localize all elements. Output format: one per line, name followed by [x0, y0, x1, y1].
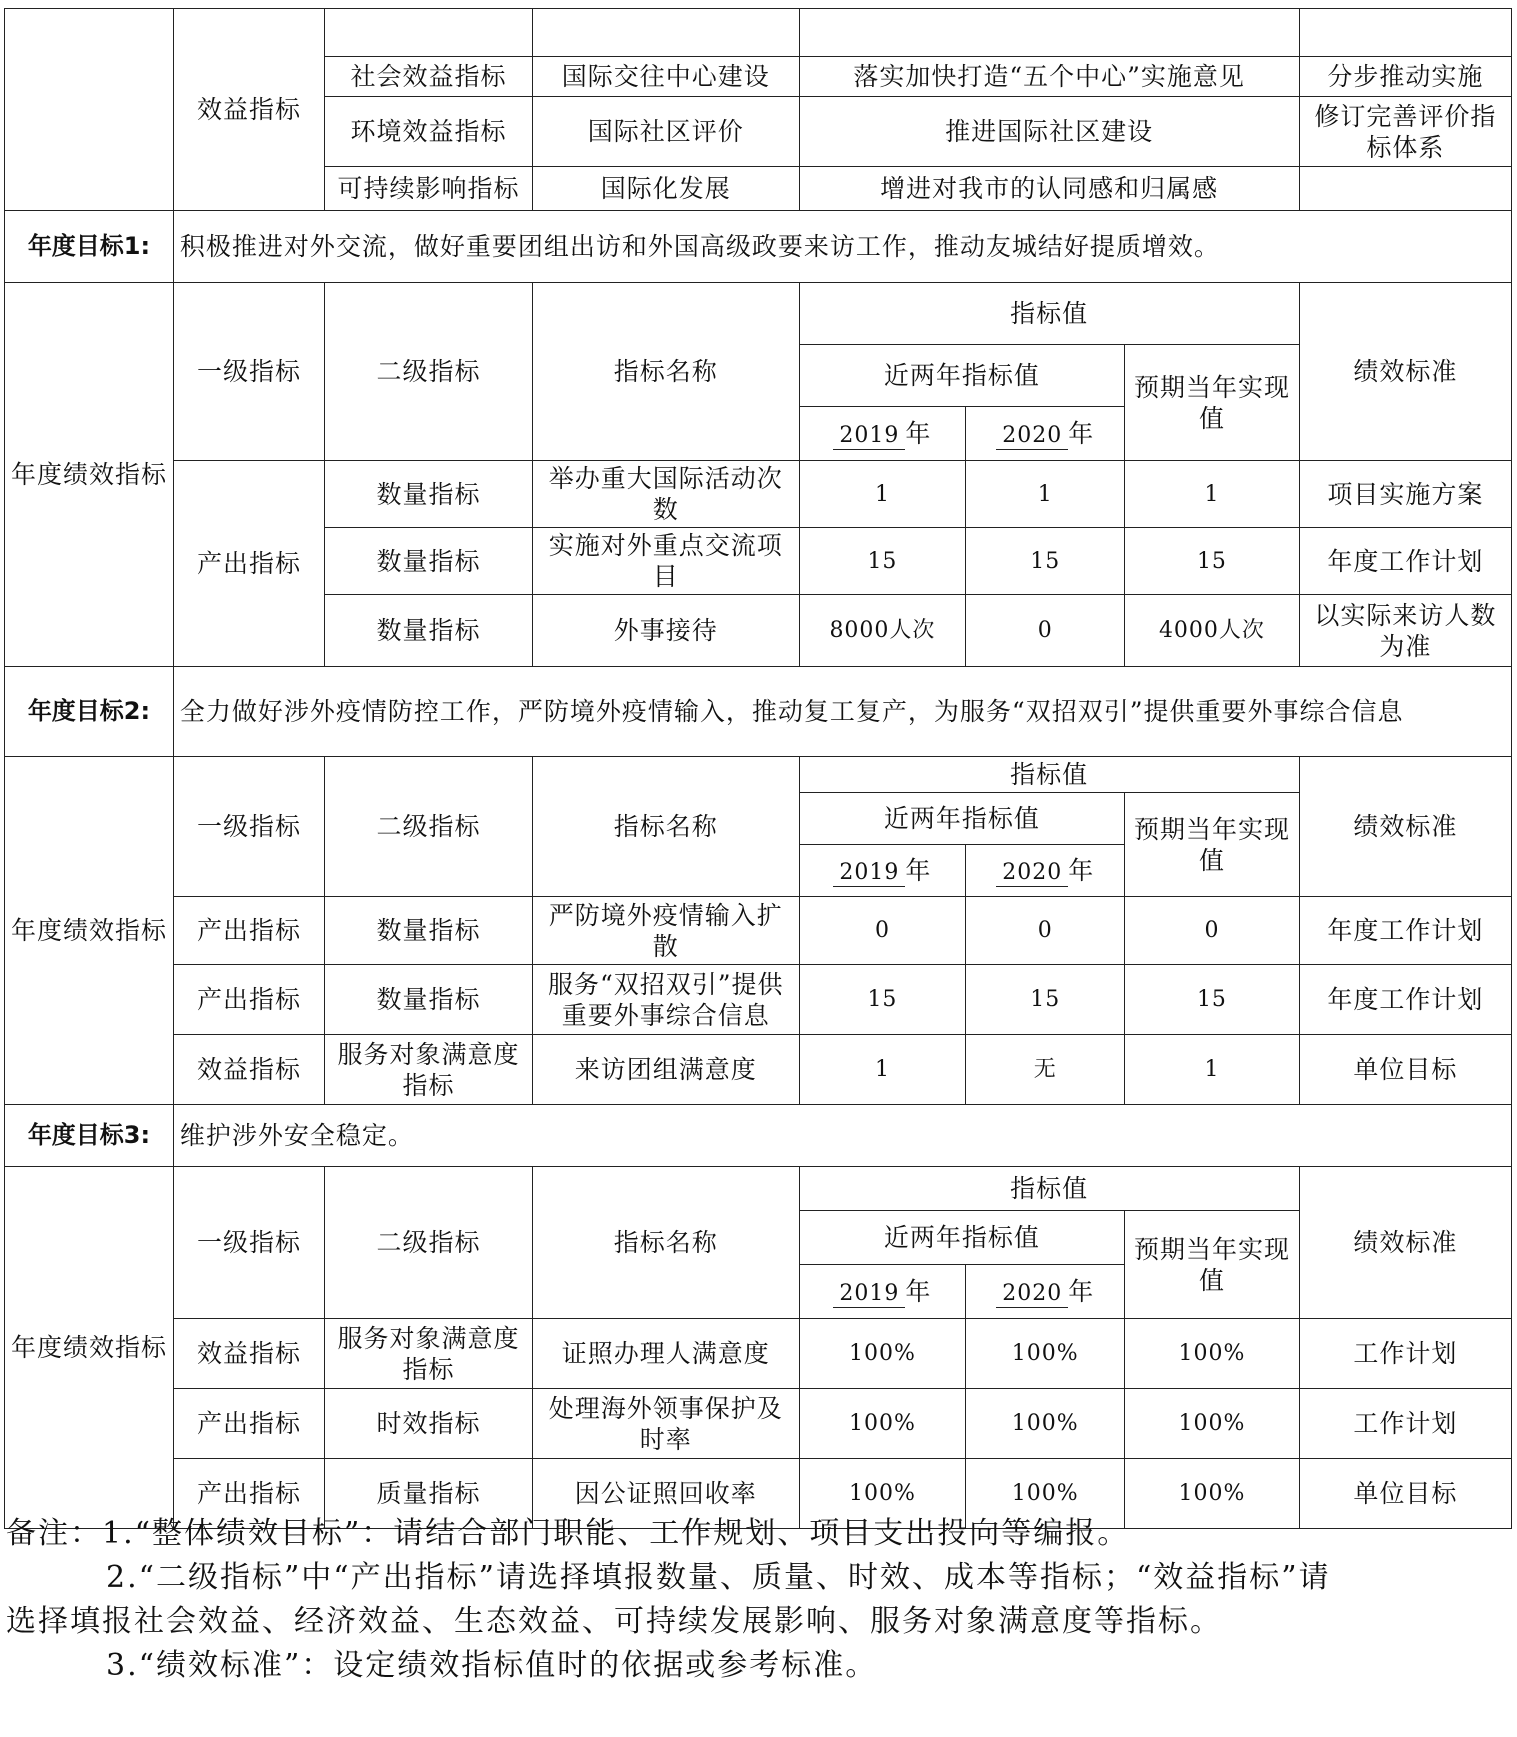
year-2020-value: 2020 — [996, 860, 1068, 887]
row-level2: 数量指标 — [325, 965, 533, 1035]
table-row — [5, 965, 1512, 1035]
goal2-label: 年度目标2: — [5, 667, 174, 757]
goal1-text: 积极推进对外交流，做好重要团组出访和外国高级政要来访工作，推动友城结好提质增效。 — [173, 211, 1511, 283]
row-2019: 15 — [799, 528, 966, 595]
row-name: 实施对外重点交流项目 — [532, 528, 799, 595]
header-expected: 预期当年实现值 — [1125, 793, 1299, 897]
row-2019: 0 — [799, 897, 966, 965]
row-expected: 1 — [1125, 461, 1299, 528]
row-2019: 8000人次 — [799, 595, 966, 667]
notes — [6, 1512, 1511, 1688]
header-standard: 绩效标准 — [1299, 757, 1511, 897]
header-value-group: 指标值 — [799, 757, 1299, 793]
row-standard: 单位目标 — [1299, 1035, 1511, 1105]
row-standard: 以实际来访人数为准 — [1299, 595, 1511, 667]
header-indicator-name: 指标名称 — [532, 757, 799, 897]
year-suffix: 年 — [905, 418, 932, 448]
row-level2: 时效指标 — [325, 1389, 533, 1459]
note-line-3: 3.“绩效标准”：设定绩效指标值时的依据或参考标准。 — [106, 1648, 878, 1683]
table-row — [5, 1035, 1512, 1105]
row-expected: 15 — [1125, 965, 1299, 1035]
row-2019: 100% — [799, 1389, 966, 1459]
row-standard: 单位目标 — [1299, 1459, 1511, 1529]
year-suffix: 年 — [1068, 418, 1095, 448]
goal3-header-row — [5, 1167, 1512, 1211]
row-expected: 15 — [1125, 528, 1299, 595]
goal3-text: 维护涉外安全稳定。 — [173, 1105, 1511, 1167]
row-2020: 0 — [966, 897, 1125, 965]
header-standard: 绩效标准 — [1299, 1167, 1511, 1319]
goal1-level1: 产出指标 — [173, 461, 324, 667]
year-2019-value: 2019 — [833, 860, 905, 887]
goal2-section-label: 年度绩效指标 — [5, 757, 174, 1105]
row-level2: 质量指标 — [325, 1459, 533, 1529]
top-secondary: 社会效益指标 — [325, 57, 533, 97]
row-level1: 产出指标 — [173, 897, 324, 965]
note-line-1 — [6, 1512, 1511, 1556]
row-level2: 数量指标 — [325, 897, 533, 965]
row-2020: 15 — [966, 965, 1125, 1035]
year-2019-value: 2019 — [833, 1281, 905, 1308]
row-name: 来访团组满意度 — [532, 1035, 799, 1105]
top-section-label-cell — [5, 9, 174, 211]
goal1-label: 年度目标1: — [5, 211, 174, 283]
top-indicator-value: 增进对我市的认同感和归属感 — [799, 167, 1299, 211]
performance-table — [4, 8, 1512, 1529]
header-year-2019 — [799, 845, 966, 897]
top-row-blank — [5, 9, 1512, 57]
row-name: 处理海外领事保护及时率 — [532, 1389, 799, 1459]
top-secondary — [325, 9, 533, 57]
row-2020: 100% — [966, 1319, 1125, 1389]
goal2-text: 全力做好涉外疫情防控工作，严防境外疫情输入，推动复工复产，为服务“双招双引”提供重要外事综合信息 — [173, 667, 1511, 757]
table-row — [5, 1319, 1512, 1389]
row-2020: 0 — [966, 595, 1125, 667]
goal1-section-label: 年度绩效指标 — [5, 283, 174, 667]
row-2020: 1 — [966, 461, 1125, 528]
row-name: 举办重大国际活动次数 — [532, 461, 799, 528]
row-2019: 1 — [799, 461, 966, 528]
top-secondary: 可持续影响指标 — [325, 167, 533, 211]
note-line-2-cont: 选择填报社会效益、经济效益、生态效益、可持续发展影响、服务对象满意度等指标。 — [6, 1604, 1222, 1639]
goal2-row — [5, 667, 1512, 757]
row-level2: 数量指标 — [325, 461, 533, 528]
row-level2: 数量指标 — [325, 528, 533, 595]
year-suffix: 年 — [1068, 855, 1095, 885]
row-2020: 100% — [966, 1389, 1125, 1459]
row-level1: 效益指标 — [173, 1319, 324, 1389]
header-indicator-name: 指标名称 — [532, 283, 799, 461]
header-year-2020 — [966, 1265, 1125, 1319]
year-2020-value: 2020 — [996, 1281, 1068, 1308]
row-expected: 4000人次 — [1125, 595, 1299, 667]
header-recent-two-years: 近两年指标值 — [799, 1211, 1125, 1265]
top-benefit-label: 效益指标 — [173, 9, 324, 211]
header-level2: 二级指标 — [325, 283, 533, 461]
row-standard: 工作计划 — [1299, 1389, 1511, 1459]
note-prefix: 备注： — [6, 1516, 102, 1551]
row-expected: 0 — [1125, 897, 1299, 965]
note-line-2: 2.“二级指标”中“产出指标”请选择填报数量、质量、时效、成本等指标；“效益指标”请 — [106, 1560, 1331, 1595]
row-expected: 100% — [1125, 1459, 1299, 1529]
top-indicator-name: 国际化发展 — [532, 167, 799, 211]
header-level2: 二级指标 — [325, 757, 533, 897]
header-indicator-name: 指标名称 — [532, 1167, 799, 1319]
year-2019-value: 2019 — [833, 423, 905, 450]
top-indicator-name — [532, 9, 799, 57]
row-name: 因公证照回收率 — [532, 1459, 799, 1529]
header-recent-two-years: 近两年指标值 — [799, 345, 1125, 407]
table-row — [5, 897, 1512, 965]
row-expected: 100% — [1125, 1319, 1299, 1389]
row-standard: 工作计划 — [1299, 1319, 1511, 1389]
row-2019: 15 — [799, 965, 966, 1035]
top-standard — [1299, 9, 1511, 57]
year-suffix: 年 — [1068, 1276, 1095, 1306]
row-standard: 年度工作计划 — [1299, 965, 1511, 1035]
header-expected: 预期当年实现值 — [1125, 345, 1299, 461]
year-suffix: 年 — [905, 855, 932, 885]
goal1-row — [5, 211, 1512, 283]
header-level1: 一级指标 — [173, 283, 324, 461]
header-value-group: 指标值 — [799, 283, 1299, 345]
top-indicator-value: 落实加快打造“五个中心”实施意见 — [799, 57, 1299, 97]
row-expected: 1 — [1125, 1035, 1299, 1105]
top-standard — [1299, 167, 1511, 211]
top-indicator-value: 推进国际社区建设 — [799, 97, 1299, 167]
header-year-2019 — [799, 407, 966, 461]
year-suffix: 年 — [905, 1276, 932, 1306]
header-standard: 绩效标准 — [1299, 283, 1511, 461]
goal2-header-row — [5, 757, 1512, 793]
row-name: 证照办理人满意度 — [532, 1319, 799, 1389]
row-2020: 100% — [966, 1459, 1125, 1529]
top-indicator-name: 国际社区评价 — [532, 97, 799, 167]
header-level1: 一级指标 — [173, 757, 324, 897]
year-2020-value: 2020 — [996, 423, 1068, 450]
row-standard: 年度工作计划 — [1299, 897, 1511, 965]
table-row — [5, 1389, 1512, 1459]
row-2019: 1 — [799, 1035, 966, 1105]
row-level1: 产出指标 — [173, 1389, 324, 1459]
row-level2: 服务对象满意度指标 — [325, 1035, 533, 1105]
row-name: 服务“双招双引”提供重要外事综合信息 — [532, 965, 799, 1035]
top-indicator-value — [799, 9, 1299, 57]
row-name: 外事接待 — [532, 595, 799, 667]
row-level2: 服务对象满意度指标 — [325, 1319, 533, 1389]
row-level1: 产出指标 — [173, 965, 324, 1035]
row-standard: 项目实施方案 — [1299, 461, 1511, 528]
top-indicator-name: 国际交往中心建设 — [532, 57, 799, 97]
header-year-2019 — [799, 1265, 966, 1319]
goal1-header-row — [5, 283, 1512, 345]
row-2020: 无 — [966, 1035, 1125, 1105]
row-name: 严防境外疫情输入扩散 — [532, 897, 799, 965]
header-year-2020 — [966, 407, 1125, 461]
top-standard: 分步推动实施 — [1299, 57, 1511, 97]
row-standard: 年度工作计划 — [1299, 528, 1511, 595]
row-2019: 100% — [799, 1459, 966, 1529]
row-level1: 产出指标 — [173, 1459, 324, 1529]
goal3-section-label: 年度绩效指标 — [5, 1167, 174, 1529]
row-expected: 100% — [1125, 1389, 1299, 1459]
row-2020: 15 — [966, 528, 1125, 595]
header-level2: 二级指标 — [325, 1167, 533, 1319]
row-2019: 100% — [799, 1319, 966, 1389]
table-row — [5, 461, 1512, 528]
header-value-group: 指标值 — [799, 1167, 1299, 1211]
header-level1: 一级指标 — [173, 1167, 324, 1319]
goal3-row — [5, 1105, 1512, 1167]
header-recent-two-years: 近两年指标值 — [799, 793, 1125, 845]
top-secondary: 环境效益指标 — [325, 97, 533, 167]
header-expected: 预期当年实现值 — [1125, 1211, 1299, 1319]
header-year-2020 — [966, 845, 1125, 897]
note-1-text: 1.“整体绩效目标”：请结合部门职能、工作规划、项目支出投向等编报。 — [102, 1516, 1130, 1551]
row-level2: 数量指标 — [325, 595, 533, 667]
top-standard: 修订完善评价指标体系 — [1299, 97, 1511, 167]
goal3-label: 年度目标3: — [5, 1105, 174, 1167]
row-level1: 效益指标 — [173, 1035, 324, 1105]
